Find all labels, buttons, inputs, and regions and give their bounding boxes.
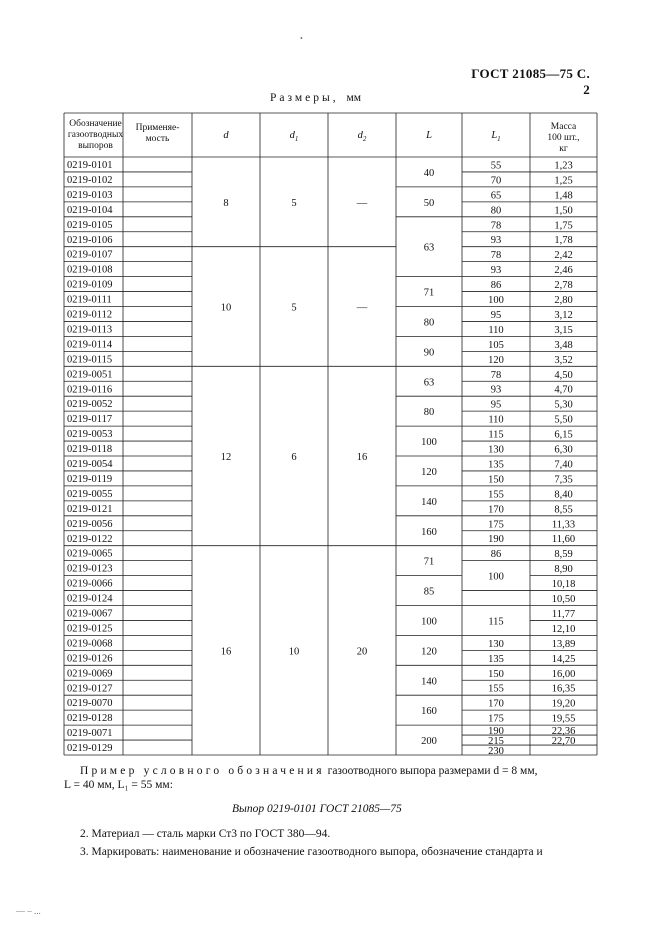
designation-cell: 0219-0123 <box>67 563 113 575</box>
mass-value: 4,50 <box>554 369 573 381</box>
designation-cell: 0219-0127 <box>67 683 113 695</box>
L-value: 80 <box>423 317 435 329</box>
mass-value: 19,55 <box>551 713 576 725</box>
mass-value: 16,00 <box>551 668 576 680</box>
L-value: 40 <box>423 167 435 179</box>
table-caption-label: Размеры, <box>270 92 339 104</box>
L1-value: 93 <box>490 265 502 277</box>
L1-value: 170 <box>488 504 504 516</box>
mass-value: 2,46 <box>554 265 573 277</box>
mass-value: 2,78 <box>554 280 573 292</box>
L-value: 100 <box>421 437 437 449</box>
designation-cell: 0219-0054 <box>67 459 113 470</box>
designation-cell: 0219-0106 <box>67 234 113 246</box>
L-value: 71 <box>423 287 435 299</box>
designation-cell: 0219-0112 <box>67 309 113 321</box>
L1-value: 130 <box>488 444 504 456</box>
L-value: 80 <box>423 407 435 419</box>
mass-value: 8,55 <box>554 504 573 516</box>
L1-value: 175 <box>488 519 504 531</box>
mass-value: 14,25 <box>551 653 576 665</box>
L-value: 63 <box>423 377 435 389</box>
L1-value: 93 <box>490 235 502 247</box>
scan-speck: • <box>300 34 303 43</box>
L1-value: 230 <box>488 746 504 758</box>
d-value: 16 <box>220 646 232 658</box>
header-application: мость <box>145 134 170 144</box>
mass-value: 11,33 <box>551 519 576 531</box>
L1-value: 170 <box>488 698 504 710</box>
designation-cell: 0219-0122 <box>67 533 113 545</box>
L1-value: 86 <box>490 280 502 292</box>
L1-value: 130 <box>488 638 504 650</box>
example-line-2: L = 40 мм, L₁ = 55 мм: <box>64 779 173 791</box>
L1-value: 95 <box>490 399 502 411</box>
L1-value: 115 <box>488 616 504 628</box>
mass-value: 19,20 <box>551 698 576 710</box>
mass-value: 8,90 <box>554 564 573 576</box>
L-value: 85 <box>423 586 435 598</box>
designation-cell: 0219-0055 <box>67 488 113 500</box>
example-heading: Пример условного обозначения <box>80 765 325 777</box>
d2-value: 20 <box>356 646 368 658</box>
L1-value: 78 <box>490 250 502 262</box>
L-value: 120 <box>421 466 437 478</box>
mass-value: 3,12 <box>554 309 573 321</box>
designation-cell: 0219-0121 <box>67 503 113 515</box>
mass-value: 11,77 <box>551 608 576 620</box>
L-value: 140 <box>421 676 437 688</box>
designation-cell: 0219-0069 <box>67 668 113 680</box>
header-L1: $L_1$ <box>491 130 501 143</box>
designation-cell: 0219-0051 <box>67 369 113 381</box>
L1-value: 155 <box>488 489 504 501</box>
mass-value: 13,89 <box>551 638 576 650</box>
mass-value: 1,75 <box>554 220 573 232</box>
header-application: Применяе- <box>135 123 180 133</box>
mass-value: 6,15 <box>554 429 573 441</box>
mass-value: 2,80 <box>554 295 573 307</box>
L1-value: 105 <box>488 339 504 351</box>
header-mass: Масса <box>550 122 577 132</box>
L1-value: 190 <box>488 726 504 738</box>
designation-cell: 0219-0118 <box>67 444 113 456</box>
note-item-2: 2. Материал — сталь марки Ст3 по ГОСТ 380—94. <box>80 828 331 840</box>
designation-cell: 0219-0068 <box>67 638 113 650</box>
designation-cell: 0219-0103 <box>67 189 113 201</box>
L1-value: 215 <box>488 736 504 748</box>
designation-cell: 0219-0070 <box>67 698 113 710</box>
scan-artifact: — – ... <box>16 906 41 916</box>
designation-cell: 0219-0111 <box>67 294 112 306</box>
header-designation: выпоров <box>78 141 113 151</box>
mass-value: 7,35 <box>554 474 573 486</box>
header-designation: газоотводных <box>67 130 124 140</box>
table-caption-unit: мм <box>346 92 362 104</box>
header-designation: Обозначение <box>69 119 122 129</box>
d1-value: 6 <box>291 452 297 463</box>
mass-value: 16,35 <box>551 683 576 695</box>
mass-value: 3,48 <box>554 339 573 351</box>
header-L: L <box>426 130 432 141</box>
mass-value: 5,50 <box>554 414 573 426</box>
mass-value: 1,25 <box>554 175 573 187</box>
L1-value: 155 <box>488 683 504 695</box>
designation-cell: 0219-0114 <box>67 339 113 351</box>
L1-value: 93 <box>490 384 502 396</box>
mass-value: 3,15 <box>554 324 573 336</box>
example-text: газоотводного выпора размерами d = 8 мм, <box>327 765 538 777</box>
designation-cell: 0219-0053 <box>67 429 113 441</box>
designation-cell: 0219-0101 <box>67 160 113 171</box>
mass-value: 1,78 <box>554 235 573 247</box>
mass-value: 8,40 <box>554 489 573 501</box>
d1-value: 5 <box>291 197 297 209</box>
mass-value: 12,10 <box>551 623 576 635</box>
mass-value: 11,60 <box>551 534 576 546</box>
header-d2: $d_2$ <box>357 130 367 143</box>
mass-value: 10,18 <box>551 579 576 591</box>
L1-value: 110 <box>488 414 504 426</box>
L1-value: 100 <box>488 295 504 307</box>
header-mass: 100 шт., <box>547 133 580 143</box>
designation-cell: 0219-0056 <box>67 518 113 530</box>
designation-cell: 0219-0128 <box>67 713 113 725</box>
designation-cell: 0219-0108 <box>67 264 113 276</box>
mass-value: 3,52 <box>554 354 573 366</box>
note-item-3: 3. Маркировать: наименование и обозначение газоотводного выпора, обозначение стандарта и <box>80 846 543 858</box>
L1-value: 55 <box>490 160 502 172</box>
mass-value: 22,36 <box>551 726 576 738</box>
header-d: d <box>223 130 229 141</box>
mass-value: 6,30 <box>554 444 573 456</box>
designation-cell: 0219-0071 <box>67 728 113 740</box>
d-value: 8 <box>223 197 229 209</box>
L1-value: 110 <box>488 324 504 336</box>
page-header: ГОСТ 21085—75 С. 2 <box>471 66 590 97</box>
designation-cell: 0219-0105 <box>67 219 113 231</box>
header-d1: $d_1$ <box>289 130 299 143</box>
example-designation: Выпор 0219-0101 ГОСТ 21085—75 <box>232 803 402 815</box>
mass-value: 22,70 <box>551 736 576 748</box>
mass-value: 10,50 <box>551 594 576 606</box>
mass-value: 7,40 <box>554 459 573 471</box>
L1-value: 120 <box>488 354 504 366</box>
L-value: 50 <box>423 197 435 209</box>
designation-cell: 0219-0102 <box>67 174 113 186</box>
designation-cell: 0219-0066 <box>67 578 113 590</box>
designation-cell: 0219-0065 <box>67 548 113 560</box>
designation-cell: 0219-0117 <box>67 414 113 426</box>
designation-cell: 0219-0116 <box>67 384 113 396</box>
L1-value: 135 <box>488 653 504 665</box>
L-value: 100 <box>421 616 437 628</box>
d2-value: — <box>356 302 368 314</box>
L1-value: 150 <box>488 668 504 680</box>
designation-cell: 0219-0104 <box>67 204 113 216</box>
d-value: 10 <box>220 302 232 314</box>
d2-value: — <box>356 197 368 209</box>
L1-value: 115 <box>488 429 504 441</box>
L1-value: 78 <box>490 369 502 381</box>
designation-cell: 0219-0126 <box>67 653 113 665</box>
designation-cell: 0219-0124 <box>67 593 113 605</box>
mass-value: 4,70 <box>554 384 573 396</box>
designation-cell: 0219-0113 <box>67 324 113 336</box>
L1-value: 135 <box>488 459 504 471</box>
L1-value: 86 <box>490 549 502 561</box>
mass-value: 1,50 <box>554 205 573 217</box>
designation-cell: 0219-0052 <box>67 399 113 411</box>
L1-value: 100 <box>488 571 504 583</box>
L-value: 160 <box>421 706 437 718</box>
d2-value: 16 <box>356 452 368 463</box>
L-value: 71 <box>423 556 435 568</box>
d1-value: 10 <box>288 646 300 658</box>
L1-value: 150 <box>488 474 504 486</box>
designation-cell: 0219-0067 <box>67 608 113 620</box>
header-mass: кг <box>559 144 568 154</box>
L1-value: 78 <box>490 220 502 232</box>
L-value: 63 <box>423 242 435 254</box>
designation-cell: 0219-0119 <box>67 473 113 485</box>
mass-value: 2,42 <box>554 250 573 262</box>
d-value: 12 <box>220 452 232 463</box>
mass-value: 1,48 <box>554 190 573 202</box>
L1-value: 80 <box>490 205 502 217</box>
example-line-1 <box>80 764 537 778</box>
L1-value: 95 <box>490 309 502 321</box>
designation-cell: 0219-0109 <box>67 279 113 291</box>
designation-cell: 0219-0107 <box>67 249 113 261</box>
designation-cell: 0219-0129 <box>67 743 113 755</box>
L-value: 140 <box>421 496 437 508</box>
L1-value: 190 <box>488 534 504 546</box>
designation-cell: 0219-0125 <box>67 623 113 635</box>
designation-cell: 0219-0115 <box>67 354 113 366</box>
L-value: 200 <box>421 736 437 748</box>
L1-value: 175 <box>488 713 504 725</box>
mass-value: 5,30 <box>554 399 573 411</box>
mass-value: 8,59 <box>554 549 573 561</box>
L1-value: 65 <box>490 190 502 202</box>
mass-value: 1,23 <box>554 160 573 172</box>
d1-value: 5 <box>291 302 297 314</box>
L1-value: 70 <box>490 175 502 187</box>
L-value: 120 <box>421 646 437 658</box>
L-value: 160 <box>421 526 437 538</box>
L-value: 90 <box>423 347 435 359</box>
